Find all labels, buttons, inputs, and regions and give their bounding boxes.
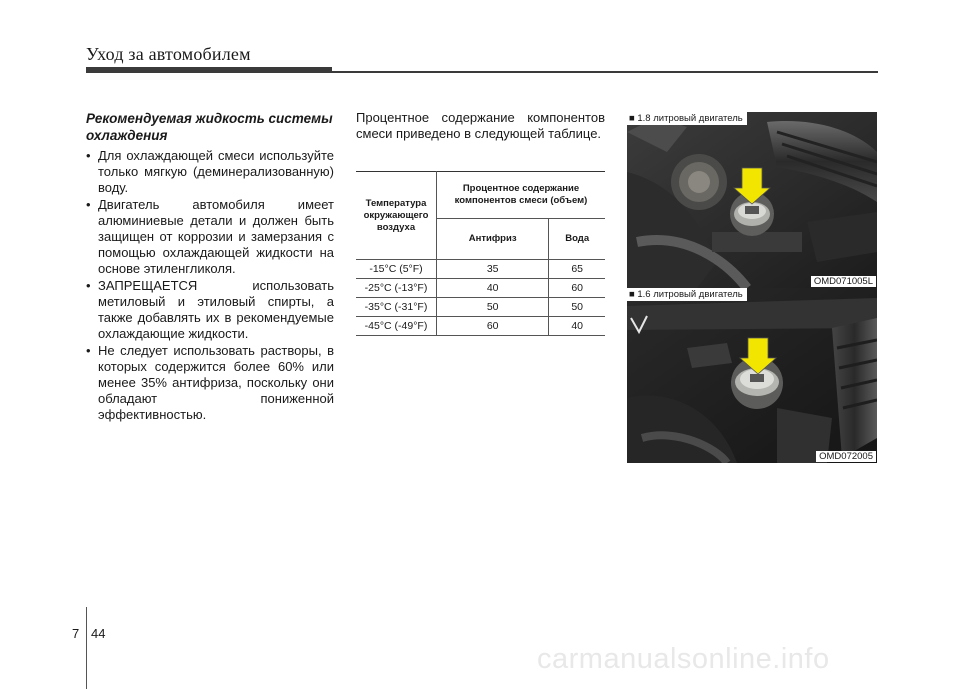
bullet-dot: • [86,197,91,212]
engine-photo-1-8 [627,112,877,288]
cell-temperature: -35°C (-31°F) [356,298,437,317]
header-thin-rule [332,71,878,73]
page-number: 44 [91,626,106,641]
engine-bay-image [627,112,877,288]
header-antifreeze: Антифриз [437,219,549,260]
cell-temperature: -15°C (5°F) [356,260,437,279]
mix-intro-block [356,110,605,142]
header-mix-percentage: Процентное содержание компонентов смеси (объем) [437,172,606,219]
bullet-item [86,148,334,196]
bullet-item [86,197,334,277]
bullet-text: Не следует использовать растворы, в которых содержится более 60% или менее 35% антифриза, поскольку они обладают пониженной эффективностью. [98,343,334,422]
cell-water: 40 [549,317,605,336]
bullet-dot: • [86,343,91,358]
footer-divider [86,607,87,689]
bullet-text: Для охлаждающей смеси используйте только мягкую (деминерализованную) воду. [98,148,334,195]
cell-temperature: -25°C (-13°F) [356,279,437,298]
table-row [356,317,605,336]
bullet-item [86,343,334,423]
bullet-dot: • [86,148,91,163]
cell-water: 65 [549,260,605,279]
figure-caption: ■ 1.6 литровый двигатель [627,288,747,301]
figure-code: OMD071005L [811,276,876,287]
section-title: Рекомендуемая жидкость системы охлаждения [86,111,333,143]
mix-intro-text: Процентное содержание компонентов смеси приведено в следующей таблице. [356,110,605,141]
header-temperature: Температура окружающего воздуха [356,172,437,260]
engine-bay-image [627,288,877,463]
cell-temperature: -45°C (-49°F) [356,317,437,336]
figure-caption: ■ 1.8 литровый двигатель [627,112,747,125]
figure-code: OMD072005 [816,451,876,462]
coolant-recommendation-column [86,110,334,424]
engine-photo-1-6 [627,288,877,463]
cell-antifreeze: 50 [437,298,549,317]
cell-antifreeze: 35 [437,260,549,279]
bullet-text: ЗАПРЕЩАЕТСЯ использовать метиловый и этиловый спирты, а также добавлять их в рекомендуемые охлаждающие жидкости. [98,278,334,341]
table-row [356,279,605,298]
table-row [356,298,605,317]
header-water: Вода [549,219,605,260]
bullet-item [86,278,334,342]
watermark: carmanualsonline.info [537,643,830,675]
bullet-dot: • [86,278,91,293]
header-thick-rule [86,67,332,73]
cell-antifreeze: 60 [437,317,549,336]
bullet-text: Двигатель автомобиля имеет алюминиевые детали и должен быть защищен от коррозии и замерзания с помощью охлаждающей жидкости на основе этиленгликоля. [98,197,334,276]
table-row [356,260,605,279]
chapter-number: 7 [72,626,80,641]
cell-antifreeze: 40 [437,279,549,298]
cell-water: 50 [549,298,605,317]
cell-water: 60 [549,279,605,298]
coolant-mix-table [356,171,605,336]
page-header-title: Уход за автомобилем [86,44,251,64]
